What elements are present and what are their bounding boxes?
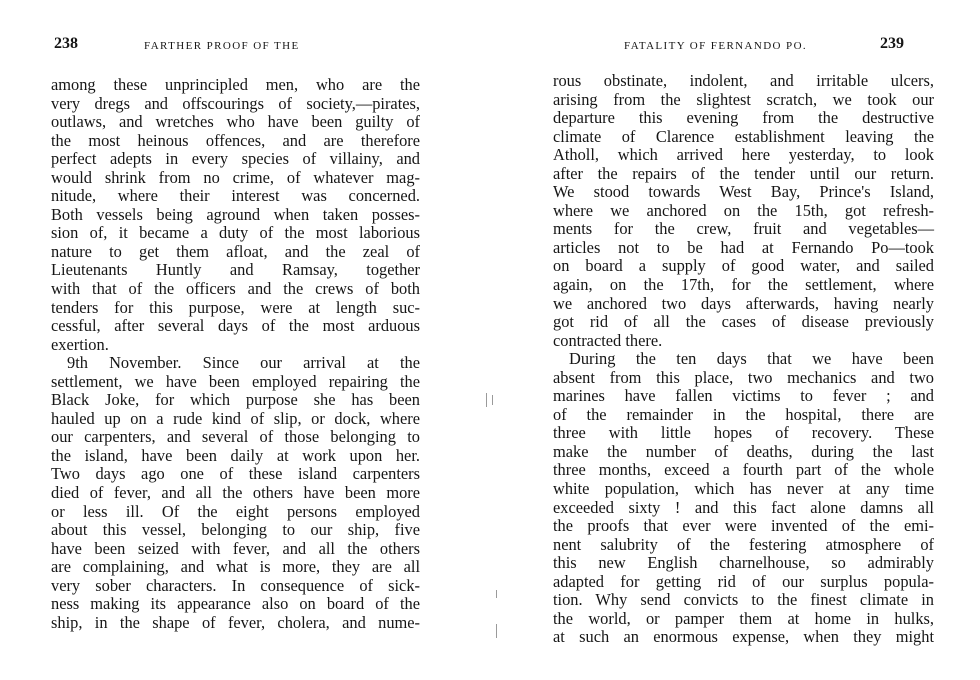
text-line: the island, have been daily at work upon her.: [51, 445, 420, 465]
text-line: We stood towards West Bay, Prince's Island,: [553, 182, 934, 202]
text-line: again, on the 17th, for the settlement, where: [553, 275, 934, 295]
text-line: got rid of all the cases of disease previously: [553, 312, 934, 332]
text-line: During the ten days that we have been: [569, 349, 934, 369]
text-line: or less ill. Of the eight persons employed: [51, 501, 420, 521]
text-line: arising from the slightest scratch, we took our: [553, 89, 934, 109]
text-line: contracted there.: [553, 330, 663, 350]
text-line: the proofs that ever were invented of the emi-: [553, 516, 934, 536]
text-line: the most heinous offences, and are therefore: [51, 130, 420, 150]
text-line: make the number of deaths, during the last: [553, 441, 934, 461]
text-line: articles not to be had at Fernando Po—took: [553, 237, 934, 257]
gutter-mark-top: [486, 393, 487, 407]
text-line: Black Joke, for which purpose she has been: [51, 390, 420, 410]
text-line: hauled up on a rude kind of slip, or dock, where: [51, 408, 420, 428]
text-line: exertion.: [51, 334, 109, 354]
text-line: absent from this place, two mechanics and two: [553, 367, 934, 387]
text-line: three months, exceed a fourth part of the whole: [553, 460, 934, 480]
text-line: nent salubrity of the festering atmosphere of: [553, 534, 934, 554]
text-line: Atholl, which arrived here yesterday, to look: [553, 145, 934, 165]
text-line: nature to get them afloat, and the zeal of: [51, 241, 420, 261]
text-line: Both vessels being aground when taken posses-: [51, 204, 420, 224]
text-line: ments for the crew, fruit and vegetables—: [553, 219, 934, 239]
text-line: ship, in the shape of fever, cholera, and nume-: [51, 612, 420, 632]
text-line: exceeded sixty ! and this fact alone damns all: [553, 497, 934, 517]
text-line: at such an enormous expense, when they might: [553, 627, 934, 647]
text-line: nitude, where their interest was concerned.: [51, 186, 420, 206]
text-line: have been seized with fever, and all the others: [51, 538, 420, 558]
text-line: adapted for getting rid of our surplus popula-: [553, 571, 934, 591]
text-line: perfect adepts in every species of villainy, and: [51, 149, 420, 169]
text-line: about this vessel, belonging to our ship, five: [51, 520, 420, 540]
text-line: very sober characters. In consequence of sick-: [51, 575, 420, 595]
gutter-mark-top-2: [492, 395, 493, 405]
text-line: Two days ago one of these island carpenters: [51, 464, 420, 484]
right-page-text: [553, 72, 934, 647]
text-line: 9th November. Since our arrival at the: [67, 353, 420, 373]
text-line: sion of, it became a duty of the most laborious: [51, 223, 420, 243]
text-line: tenders for this purpose, were at length suc-: [51, 297, 420, 317]
text-line: outlaws, and wretches who have been guilty of: [51, 112, 420, 132]
right-page-header: [624, 35, 924, 62]
text-line: died of fever, and all the others have been more: [51, 483, 420, 503]
text-line: tion. Why send convicts to the finest climate in: [553, 590, 934, 610]
text-line: Lieutenants Huntly and Ramsay, together: [51, 260, 420, 280]
text-line: three with little hopes of recovery. These: [553, 423, 934, 443]
text-line: white population, which has never at any time: [553, 479, 934, 499]
text-line: this new English charnelhouse, so admirably: [553, 553, 934, 573]
text-line: are complaining, and what is more, they are all: [51, 557, 420, 577]
text-line: of the remainder in the hospital, there are: [553, 404, 934, 424]
right-running-head: FATALITY OF FERNANDO PO.: [624, 40, 808, 52]
text-line: marines have fallen victims to fever ; and: [553, 386, 934, 406]
left-page-number: 238: [54, 35, 78, 52]
text-line: settlement, we have been employed repairing the: [51, 371, 420, 391]
text-line: would shrink from no crime, of whatever mag-: [51, 167, 420, 187]
text-line: where we anchored on the 15th, got refresh-: [553, 200, 934, 220]
text-line: departure this evening from the destructive: [553, 108, 934, 128]
text-line: very dregs and offscourings of society,—pirates,: [51, 93, 420, 113]
text-line: among these unprincipled men, who are the: [51, 75, 420, 94]
gutter-mark-bottom: [496, 624, 497, 638]
text-line: after the repairs of the tender until our return.: [553, 163, 934, 183]
text-line: rous obstinate, indolent, and irritable ulcers,: [553, 71, 934, 90]
text-line: the world, or pamper them at home in hulks,: [553, 608, 934, 628]
right-page: [490, 0, 980, 680]
right-page-number: 239: [880, 35, 904, 52]
text-line: with that of the officers and the crews of both: [51, 279, 420, 299]
text-line: cessful, after several days of the most arduous: [51, 316, 420, 336]
text-line: on board a supply of good water, and sailed: [553, 256, 934, 276]
gutter-mark-middle: [496, 590, 497, 598]
left-page-text: [51, 76, 420, 632]
text-line: we anchored two days afterwards, having nearly: [553, 293, 934, 313]
left-running-head: FARTHER PROOF OF THE: [144, 40, 300, 52]
text-line: climate of Clarence establishment leaving the: [553, 126, 934, 146]
text-line: our carpenters, and several of those belonging to: [51, 427, 420, 447]
text-line: ness making its appearance also on board of the: [51, 594, 420, 614]
